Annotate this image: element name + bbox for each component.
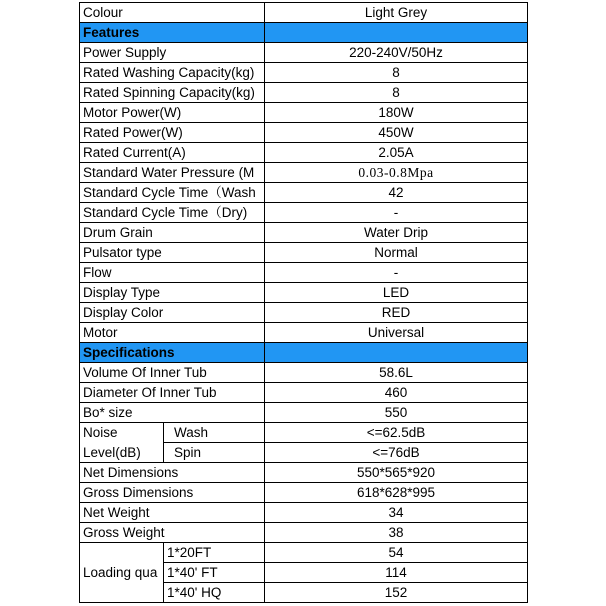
features-header-fill <box>265 23 528 43</box>
net-dimensions-label: Net Dimensions <box>80 463 265 483</box>
row-cycle-wash <box>80 183 528 203</box>
display-color-label: Display Color <box>80 303 265 323</box>
power-supply-value: 220-240V/50Hz <box>265 43 528 63</box>
noise-spin-value: <=76dB <box>265 443 528 463</box>
gross-weight-label: Gross Weight <box>80 523 265 543</box>
noise-wash-label: Wash <box>164 423 265 443</box>
noise-wash-value: <=62.5dB <box>265 423 528 443</box>
features-header: Features <box>80 23 265 43</box>
noise-label-line1: Noise <box>80 423 164 443</box>
row-motor <box>80 323 528 343</box>
washing-capacity-label: Rated Washing Capacity(kg) <box>80 63 265 83</box>
cycle-dry-label: Standard Cycle Time（Dry) <box>80 203 265 223</box>
cycle-dry-value: - <box>265 203 528 223</box>
cycle-wash-value: 42 <box>265 183 528 203</box>
rated-power-label: Rated Power(W) <box>80 123 265 143</box>
specs-header: Specifications <box>80 343 265 363</box>
row-gross-dimensions <box>80 483 528 503</box>
loading-40hq-label: 1*40' HQ <box>164 583 265 603</box>
motor-power-label: Motor Power(W) <box>80 103 265 123</box>
row-washing-capacity <box>80 63 528 83</box>
rated-current-value: 2.05A <box>265 143 528 163</box>
row-noise-spin <box>80 443 528 463</box>
display-type-value: LED <box>265 283 528 303</box>
loading-40ft-label: 1*40' FT <box>164 563 265 583</box>
water-pressure-value: 0.03-0.8Mpa <box>265 163 528 183</box>
row-water-pressure <box>80 163 528 183</box>
drum-grain-label: Drum Grain <box>80 223 265 243</box>
rated-power-value: 450W <box>265 123 528 143</box>
loading-20ft-value: 54 <box>265 543 528 563</box>
motor-value: Universal <box>265 323 528 343</box>
net-dimensions-value: 550*565*920 <box>265 463 528 483</box>
row-rated-power <box>80 123 528 143</box>
row-rated-current <box>80 143 528 163</box>
motor-power-value: 180W <box>265 103 528 123</box>
row-net-dimensions <box>80 463 528 483</box>
noise-spin-label: Spin <box>164 443 265 463</box>
flow-label: Flow <box>80 263 265 283</box>
row-tub-volume <box>80 363 528 383</box>
flow-value: - <box>265 263 528 283</box>
loading-20ft-label: 1*20FT <box>164 543 265 563</box>
colour-value: Light Grey <box>265 3 528 23</box>
row-display-color <box>80 303 528 323</box>
row-box-size <box>80 403 528 423</box>
row-tub-diameter <box>80 383 528 403</box>
row-colour <box>80 3 528 23</box>
noise-label-line2: Level(dB) <box>80 443 164 463</box>
pulsator-label: Pulsator type <box>80 243 265 263</box>
spinning-capacity-label: Rated Spinning Capacity(kg) <box>80 83 265 103</box>
net-weight-label: Net Weight <box>80 503 265 523</box>
spinning-capacity-value: 8 <box>265 83 528 103</box>
tub-diameter-label: Diameter Of Inner Tub <box>80 383 265 403</box>
row-features-header <box>80 23 528 43</box>
box-size-value: 550 <box>265 403 528 423</box>
gross-dimensions-label: Gross Dimensions <box>80 483 265 503</box>
box-size-label: Bo* size <box>80 403 265 423</box>
row-drum-grain <box>80 223 528 243</box>
row-spinning-capacity <box>80 83 528 103</box>
row-gross-weight <box>80 523 528 543</box>
drum-grain-value: Water Drip <box>265 223 528 243</box>
gross-weight-value: 38 <box>265 523 528 543</box>
tub-volume-value: 58.6L <box>265 363 528 383</box>
colour-label: Colour <box>80 3 265 23</box>
tub-volume-label: Volume Of Inner Tub <box>80 363 265 383</box>
row-pulsator <box>80 243 528 263</box>
display-type-label: Display Type <box>80 283 265 303</box>
loading-label: Loading qua <box>80 543 164 603</box>
spec-table <box>79 2 528 603</box>
specs-header-fill <box>265 343 528 363</box>
net-weight-value: 34 <box>265 503 528 523</box>
motor-label: Motor <box>80 323 265 343</box>
row-noise-wash <box>80 423 528 443</box>
row-power-supply <box>80 43 528 63</box>
loading-40ft-value: 114 <box>265 563 528 583</box>
water-pressure-label: Standard Water Pressure (M <box>80 163 265 183</box>
row-cycle-dry <box>80 203 528 223</box>
row-display-type <box>80 283 528 303</box>
display-color-value: RED <box>265 303 528 323</box>
spec-sheet <box>79 2 527 603</box>
row-motor-power <box>80 103 528 123</box>
gross-dimensions-value: 618*628*995 <box>265 483 528 503</box>
tub-diameter-value: 460 <box>265 383 528 403</box>
power-supply-label: Power Supply <box>80 43 265 63</box>
row-specs-header <box>80 343 528 363</box>
cycle-wash-label: Standard Cycle Time（Wash <box>80 183 265 203</box>
washing-capacity-value: 8 <box>265 63 528 83</box>
row-flow <box>80 263 528 283</box>
row-net-weight <box>80 503 528 523</box>
pulsator-value: Normal <box>265 243 528 263</box>
rated-current-label: Rated Current(A) <box>80 143 265 163</box>
row-loading-20ft <box>80 543 528 563</box>
loading-40hq-value: 152 <box>265 583 528 603</box>
